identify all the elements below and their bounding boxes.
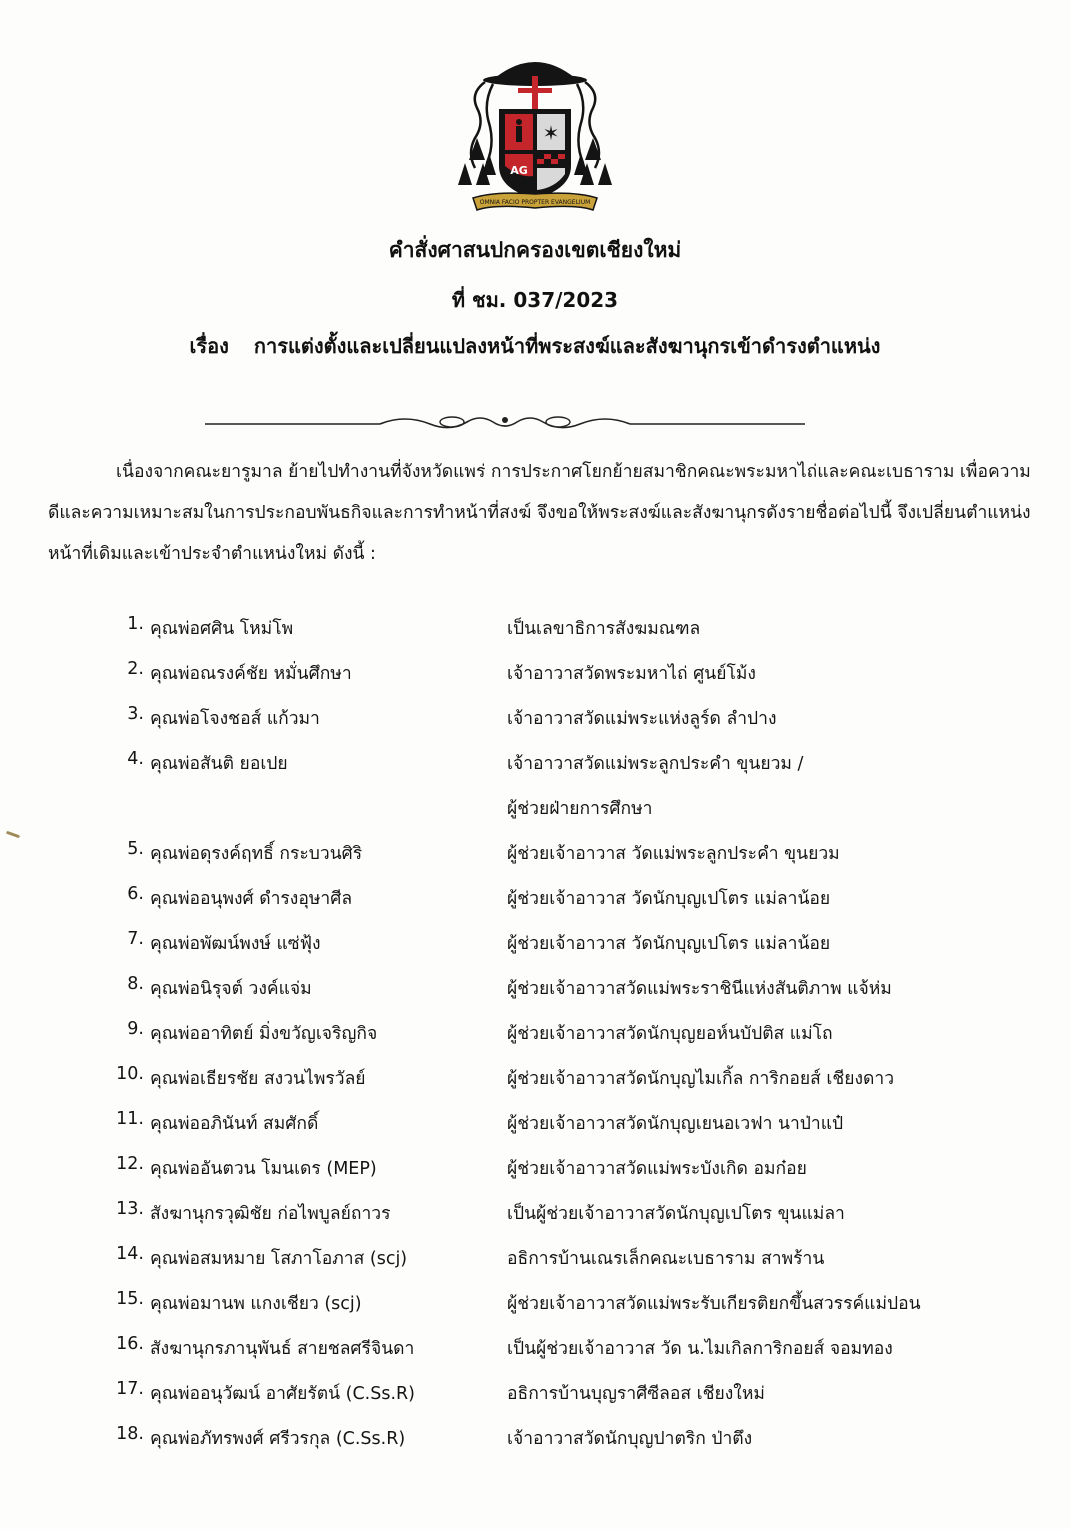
crest-initials: AG	[510, 164, 528, 177]
person-name: คุณพ่ออนุวัฒน์ อาศัยรัตน์ (C.Ss.R)	[150, 1384, 415, 1404]
document-number: ที่ ชม. 037/2023	[451, 288, 619, 312]
item-number: 10.	[116, 1064, 144, 1084]
subject-label: เรื่อง	[189, 334, 229, 358]
person-name: คุณพ่อมานพ แกงเชียว (scj)	[150, 1294, 362, 1314]
list-item	[0, 739, 1070, 784]
person-name: คุณพ่อโจงชอส์ แก้วมา	[150, 709, 320, 729]
person-name: คุณพ่อภัทรพงศ์ ศรีวรกุล (C.Ss.R)	[150, 1429, 406, 1449]
list-item	[0, 1324, 1070, 1369]
person-role: ผู้ช่วยเจ้าอาวาส วัดนักบุญเปโตร แม่ลาน้อย	[507, 889, 831, 909]
item-number: 4.	[127, 749, 144, 769]
person-name: คุณพ่อนิรุจต์ วงค์แจ่ม	[150, 979, 312, 999]
person-name: คุณพ่อสันติ ยอเปย	[150, 754, 288, 774]
list-item	[0, 1279, 1070, 1324]
item-number: 3.	[127, 704, 144, 724]
person-role: เป็นผู้ช่วยเจ้าอาวาสวัดนักบุญเปโตร ขุนแม่ลา	[507, 1204, 845, 1224]
list-item	[0, 604, 1070, 649]
item-number: 6.	[127, 884, 144, 904]
item-number: 1.	[127, 614, 144, 634]
list-item	[0, 874, 1070, 919]
item-number: 14.	[116, 1244, 144, 1264]
subject-text: การแต่งตั้งและเปลี่ยนแปลงหน้าที่พระสงฆ์และสังฆานุกรเข้าดำรงตำแหน่ง	[253, 334, 881, 358]
item-number: 12.	[116, 1154, 144, 1174]
item-number: 2.	[127, 659, 144, 679]
person-name: คุณพ่ออาทิตย์ มิ่งขวัญเจริญกิจ	[150, 1024, 378, 1044]
item-number: 18.	[116, 1424, 144, 1444]
person-name: คุณพ่ออันตวน โมนเดร (MEP)	[150, 1159, 377, 1179]
person-name: สังฆานุกรภานุพันธ์ สายชลศรีจินดา	[150, 1339, 415, 1359]
appointment-list	[0, 604, 1070, 1459]
person-name: คุณพ่อศศิน โหม่โพ	[150, 619, 294, 639]
person-role: อธิการบ้านบุญราศีซีลอส เชียงใหม่	[507, 1384, 765, 1404]
person-name: คุณพ่อดุรงค์ฤทธิ์ กระบวนศิริ	[150, 844, 363, 864]
intro-paragraph: เนื่องจากคณะยารูมาล ย้ายไปทำงานที่จังหวัดแพร่ การประกาศโยกย้ายสมาชิกคณะพระมหาไถ่และคณะเบธาราม เพื่อความดีและความเหมาะสมในการประกอบพันธกิจและการทำหน้าที่สงฆ์ จึงขอให้พระสงฆ์และสังฆานุกรดังรายชื่อต่อไปนี้ จึงเปลี่ยนตำแหน่งหน้าที่เดิมและเข้าประจำตำแหน่งใหม่ ดังนี้ :	[48, 462, 1031, 564]
list-item	[0, 1234, 1070, 1279]
item-number: 13.	[116, 1199, 144, 1219]
list-item	[0, 919, 1070, 964]
person-role: ผู้ช่วยเจ้าอาวาสวัดแม่พระราชินีแห่งสันติภาพ แจ้ห่ม	[507, 979, 892, 999]
list-item	[0, 694, 1070, 739]
svg-text:✶: ✶	[542, 121, 560, 145]
list-item	[0, 1054, 1070, 1099]
document-title: คำสั่งศาสนปกครองเขตเชียงใหม่	[388, 238, 682, 262]
list-item	[0, 1009, 1070, 1054]
person-role: ผู้ช่วยเจ้าอาวาสวัดนักบุญยอห์นบัปติส แม่โถ	[507, 1024, 833, 1044]
list-item	[0, 829, 1070, 874]
list-item-continuation	[0, 784, 1070, 829]
person-role: เจ้าอาวาสวัดนักบุญปาตริก ป่าตึง	[507, 1429, 753, 1449]
document-subject	[60, 330, 1010, 362]
person-name: คุณพ่อสมหมาย โสภาโอภาส (scj)	[150, 1249, 408, 1269]
person-role: เป็นเลขาธิการสังฆมณฑล	[507, 619, 701, 639]
item-number: 16.	[116, 1334, 144, 1354]
person-name: คุณพ่อเธียรชัย สงวนไพรวัลย์	[150, 1069, 366, 1089]
item-number: 8.	[127, 974, 144, 994]
item-number: 5.	[127, 839, 144, 859]
ornamental-divider	[205, 408, 805, 436]
person-role: เจ้าอาวาสวัดแม่พระแห่งลูร์ด ลำปาง	[507, 709, 777, 729]
item-number: 7.	[127, 929, 144, 949]
item-number: 15.	[116, 1289, 144, 1309]
person-role: ผู้ช่วยเจ้าอาวาสวัดแม่พระบังเกิด อมก๋อย	[507, 1159, 807, 1179]
coat-of-arms-icon	[455, 48, 615, 223]
person-name: คุณพ่ออภินันท์ สมศักดิ์	[150, 1114, 319, 1134]
person-role: ผู้ช่วยเจ้าอาวาสวัดนักบุญเยนอเวฟา นาป่าแป๋	[507, 1114, 844, 1134]
list-item	[0, 1369, 1070, 1414]
person-name: คุณพ่อพัฒน์พงษ์ แซ่ฟุ้ง	[150, 934, 321, 954]
item-number: 11.	[116, 1109, 144, 1129]
crest-motto: OMNIA FACIO PROPTER EVANGELIUM	[479, 199, 591, 206]
person-name: คุณพ่ออนุพงศ์ ดำรงอุษาศีล	[150, 889, 353, 909]
person-role: เจ้าอาวาสวัดแม่พระลูกประคำ ขุนยวม /	[507, 754, 804, 774]
person-role: ผู้ช่วยเจ้าอาวาสวัดนักบุญไมเกิ้ล การิกอยส์ เชียงดาว	[507, 1069, 895, 1089]
person-role: เจ้าอาวาสวัดพระมหาไถ่ ศูนย์โม้ง	[507, 664, 756, 684]
person-role: ผู้ช่วยเจ้าอาวาส วัดแม่พระลูกประคำ ขุนยวม	[507, 844, 840, 864]
item-number: 9.	[127, 1019, 144, 1039]
list-item	[0, 1144, 1070, 1189]
list-item	[0, 964, 1070, 1009]
person-role: ผู้ช่วยฝ่ายการศึกษา	[507, 799, 653, 819]
person-name: คุณพ่อณรงค์ชัย หมั่นศึกษา	[150, 664, 352, 684]
person-role: ผู้ช่วยเจ้าอาวาสวัดแม่พระรับเกียรติยกขึ้นสวรรค์แม่ปอน	[507, 1294, 921, 1314]
person-name: สังฆานุกรวุฒิชัย ก่อไพบูลย์ถาวร	[150, 1204, 391, 1224]
list-item	[0, 1414, 1070, 1459]
person-role: ผู้ช่วยเจ้าอาวาส วัดนักบุญเปโตร แม่ลาน้อย	[507, 934, 831, 954]
list-item	[0, 1099, 1070, 1144]
person-role: อธิการบ้านเณรเล็กคณะเบธาราม สาพร้าน	[507, 1249, 825, 1269]
list-item	[0, 1189, 1070, 1234]
person-role: เป็นผู้ช่วยเจ้าอาวาส วัด น.ไมเกิลการิกอยส์ จอมทอง	[507, 1339, 893, 1359]
list-item	[0, 649, 1070, 694]
item-number: 17.	[116, 1379, 144, 1399]
